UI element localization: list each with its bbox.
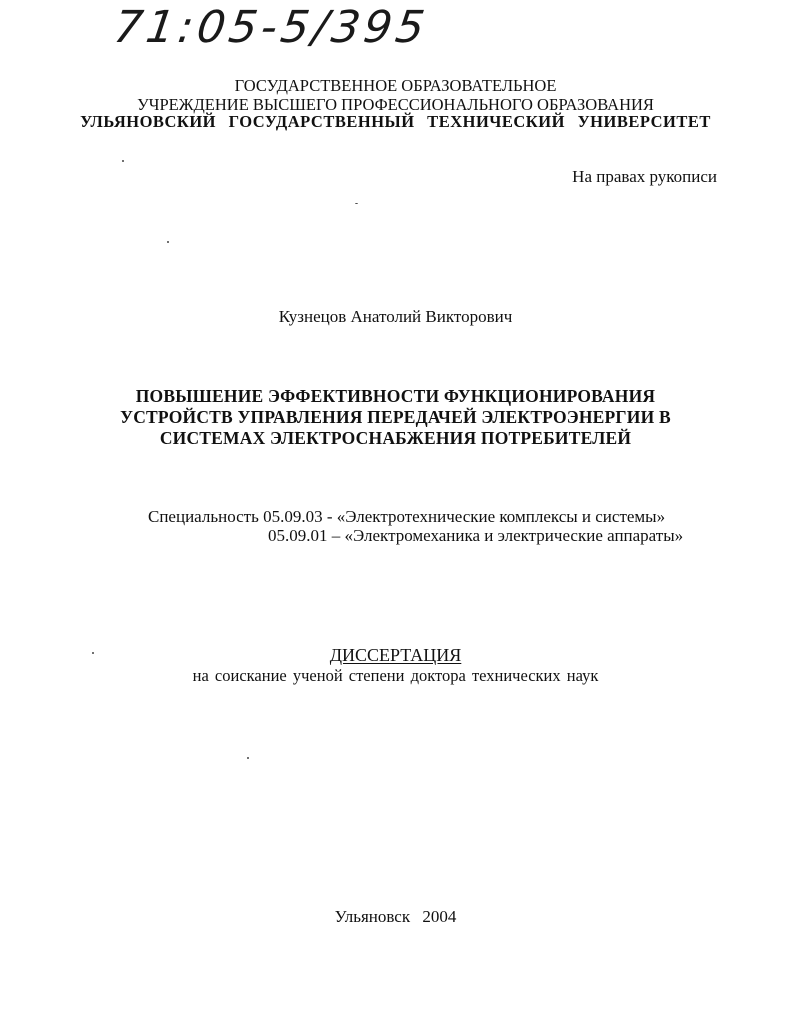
scan-speck	[355, 203, 358, 204]
scan-speck	[122, 160, 124, 162]
specialty-line-1: Специальность 05.09.03 - «Электротехнические комплексы и системы»	[148, 507, 666, 526]
dissertation-subtitle: на соискание ученой степени доктора технических наук	[192, 666, 599, 685]
title-line-2: УСТРОЙСТВ УПРАВЛЕНИЯ ПЕРЕДАЧЕЙ ЭЛЕКТРОЭНЕРГИИ В	[120, 407, 671, 427]
title-line-3: СИСТЕМАХ ЭЛЕКТРОСНАБЖЕНИЯ ПОТРЕБИТЕЛЕЙ	[159, 428, 632, 448]
title-line-1: ПОВЫШЕНИЕ ЭФФЕКТИВНОСТИ ФУНКЦИОНИРОВАНИЯ	[135, 386, 656, 406]
specialty-line-2: 05.09.01 – «Электромеханика и электрические аппараты»	[268, 526, 684, 545]
institution-line-3: УЛЬЯНОВСКИЙ ГОСУДАРСТВЕННЫЙ ТЕХНИЧЕСКИЙ УНИВЕРСИТЕТ	[80, 112, 711, 131]
institution-line-1: ГОСУДАРСТВЕННОЕ ОБРАЗОВАТЕЛЬНОЕ	[234, 76, 557, 95]
city-year: Ульяновск 2004	[334, 907, 457, 926]
rights-note: На правах рукописи	[572, 167, 717, 186]
scan-speck	[167, 241, 169, 243]
handwritten-archive-code: 71:05-5/395	[110, 2, 432, 53]
scan-speck	[247, 757, 249, 759]
dissertation-label: ДИССЕРТАЦИЯ	[329, 645, 462, 665]
author-name: Кузнецов Анатолий Викторович	[278, 307, 513, 326]
institution-line-2: УЧРЕЖДЕНИЕ ВЫСШЕГО ПРОФЕССИОНАЛЬНОГО ОБРАЗОВАНИЯ	[137, 95, 654, 114]
scan-speck	[92, 652, 94, 654]
